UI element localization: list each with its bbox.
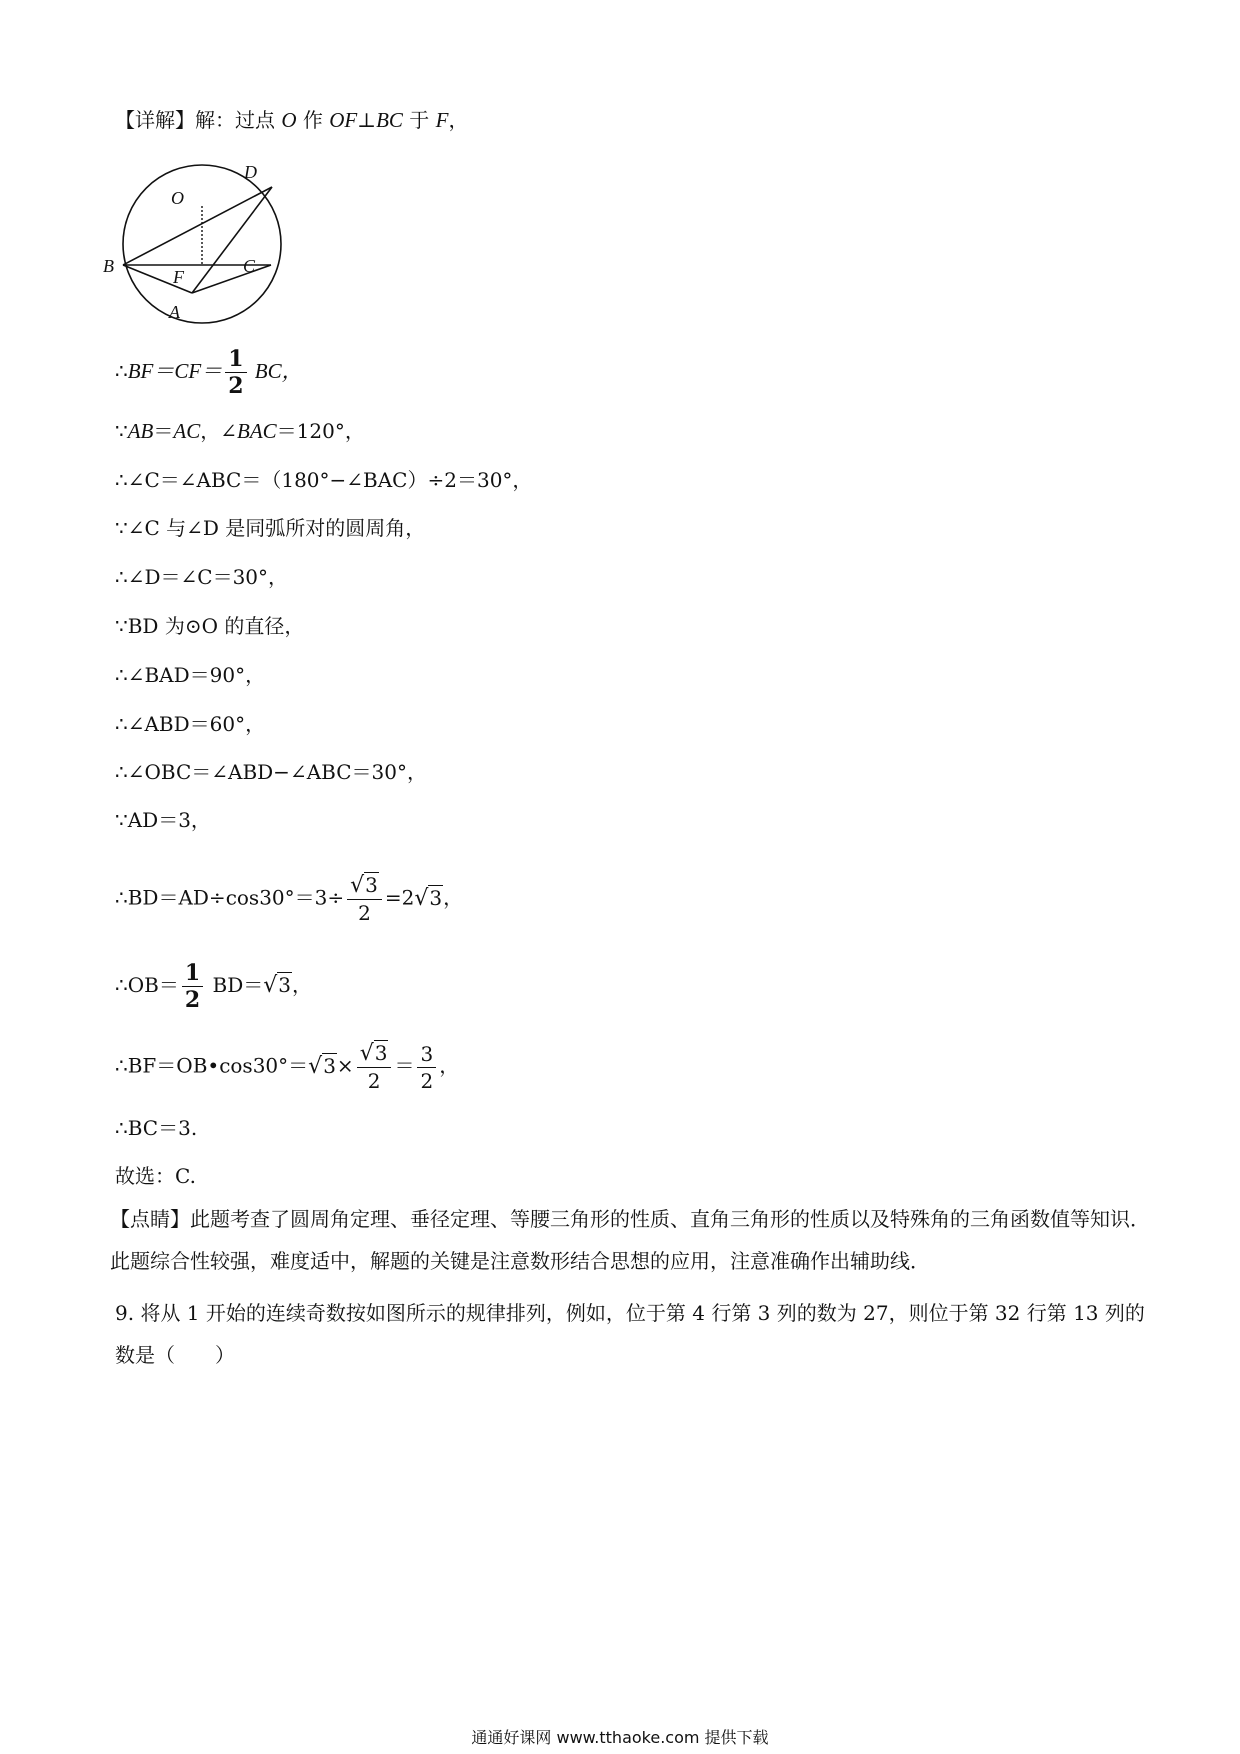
step-8: ∴∠ABD＝60°，: [115, 712, 266, 736]
fraction-sqrt3-over-2: $\frac{√3}{2}$: [347, 872, 382, 926]
label-d: D: [244, 162, 257, 182]
label-b: B: [103, 256, 114, 276]
segment-bd: [123, 187, 272, 265]
step-4: ∵∠C 与∠D 是同弧所对的圆周角，: [115, 516, 426, 540]
label-o: O: [171, 188, 184, 208]
step-10: ∵AD＝3，: [115, 808, 211, 832]
question-9: 9. 将从 1 开始的连续奇数按如图所示的规律排列，例如，位于第 4 行第 3 列的数为 27，则位于第 32 行第 13 列的数是（ ）: [115, 1301, 1145, 1367]
circle-diagram: [103, 162, 300, 322]
fraction-half: $\frac{1}{2}$: [225, 346, 246, 399]
comment-tag: 【点睛】: [110, 1207, 190, 1231]
solution-tag: 【详解】: [115, 108, 195, 132]
sqrt-3: √3: [263, 973, 291, 998]
step-1: ∴BF＝CF＝ $\frac{1}{2}$ BC，: [115, 346, 303, 399]
page-footer: 通通好课网 www.tthaoke.com 提供下载: [471, 1728, 769, 1747]
step-12: ∴OB＝ $\frac{1}{2}$ BD＝√3，: [115, 960, 312, 1013]
step-13: ∴BF＝OB•cos30°＝√3× $\frac{√3}{2}$ ＝ $\frac{3}{2}$ ，: [115, 1041, 460, 1093]
comment-text: 此题考查了圆周角定理、垂径定理、等腰三角形的性质、直角三角形的性质以及特殊角的三角函数值等知识．此题综合性较强，难度适中，解题的关键是注意数形结合思想的应用，注意准确作出辅助线．: [110, 1207, 1150, 1273]
fraction-sqrt3-over-2: $\frac{√3}{2}$: [357, 1040, 392, 1094]
step-3: ∴∠C＝∠ABC＝（180°−∠BAC）÷2＝30°，: [115, 468, 533, 492]
step-9: ∴∠OBC＝∠ABD−∠ABC＝30°，: [115, 760, 427, 784]
step-14: ∴BC＝3.: [115, 1116, 198, 1140]
solution-header: 【详解】解：过点 O 作 OF⊥BC 于 F，: [115, 108, 469, 132]
step-7: ∴∠BAD＝90°，: [115, 663, 266, 687]
label-f: F: [173, 267, 184, 287]
segment-ad: [192, 187, 272, 293]
sqrt-3: √3: [414, 885, 443, 911]
step-2: ∵AB＝AC，∠BAC＝120°，: [115, 419, 365, 443]
step-11: ∴BD＝AD÷cos30°＝3÷ $\frac{√3}{2}$ =2√3，: [115, 873, 464, 925]
fraction-3-over-2: $\frac{3}{2}$: [417, 1041, 436, 1094]
label-c: C: [243, 256, 256, 276]
answer-choice: 故选：C.: [115, 1164, 196, 1188]
sqrt-3: √3: [350, 873, 378, 898]
label-a: A: [169, 302, 180, 322]
comment-paragraph: [110, 1198, 1150, 1282]
segment-ca: [192, 265, 271, 293]
sqrt-3: √3: [308, 1053, 336, 1079]
step-5: ∴∠D＝∠C＝30°，: [115, 565, 289, 589]
step-6: ∵BD 为⊙O 的直径，: [115, 614, 305, 638]
fraction-half: $\frac{1}{2}$: [182, 960, 203, 1013]
